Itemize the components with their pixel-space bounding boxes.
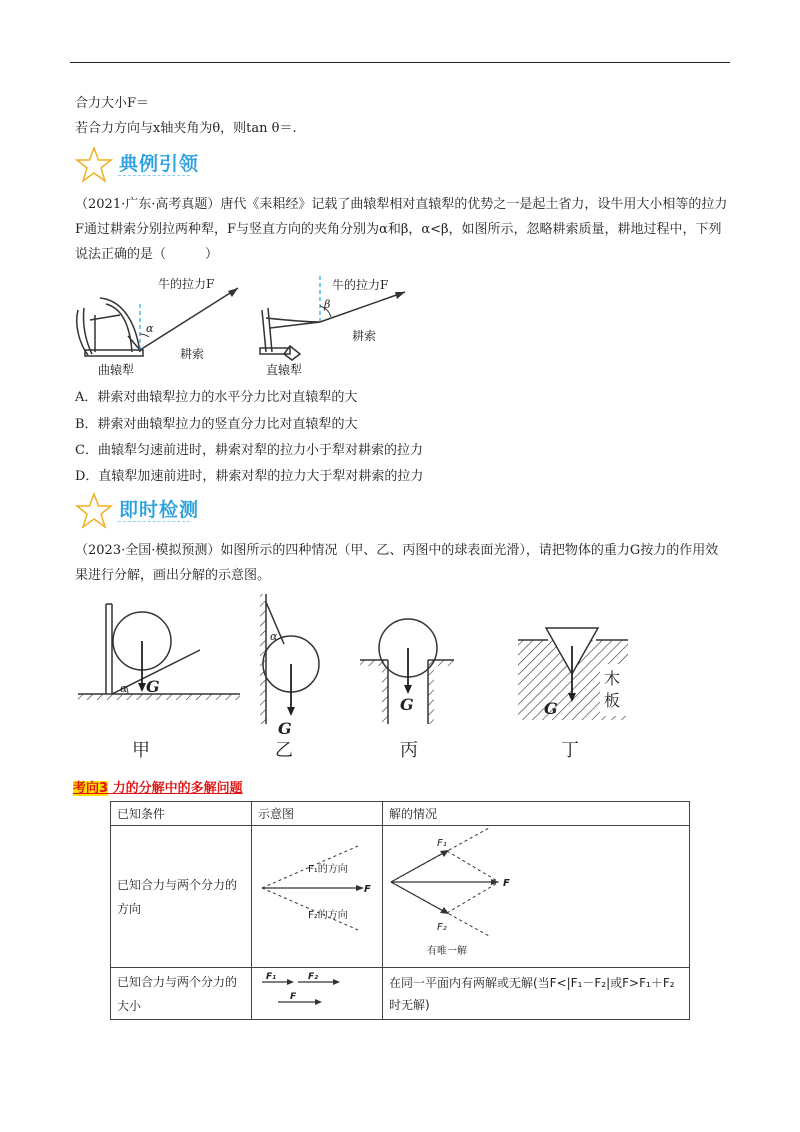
- unique-solution-diagram: [383, 826, 683, 964]
- label-ding: 丁: [561, 740, 579, 761]
- g-label: G: [544, 699, 558, 718]
- label-bing: 丙: [400, 740, 418, 761]
- g-label: G: [146, 677, 160, 696]
- diagram-cell: [252, 968, 383, 1020]
- solution-text-cell: 在同一平面内有两解或无解(当F<|F₁－F₂|或F>F₁＋F₂时无解): [383, 968, 690, 1020]
- f2-label: F₂: [437, 922, 447, 933]
- rope-label-right: 耕索: [352, 329, 377, 343]
- kaoxiang-prefix: 考向3: [73, 781, 109, 796]
- condition-cell: 已知合力与两个分力的方向: [111, 826, 252, 968]
- header-rule: [70, 62, 730, 63]
- table-header: 示意图: [252, 802, 383, 826]
- alpha-label: α: [120, 682, 128, 695]
- beta-label: β: [324, 298, 331, 311]
- figure-ding: [518, 628, 630, 761]
- board-label-2: 板: [604, 691, 621, 710]
- solution-cell: [383, 826, 690, 968]
- caption-curved-plough: 曲辕犁: [98, 363, 135, 377]
- intro-line-1: 合力大小F＝: [75, 96, 150, 111]
- decomposition-table: [110, 801, 690, 1020]
- option-c: C．曲辕犁匀速前进时，耕索对犁的拉力小于犁对耕索的拉力: [75, 443, 423, 458]
- rope-label-left: 耕索: [180, 347, 205, 361]
- star-icon: [74, 492, 114, 530]
- g-label: G: [400, 695, 414, 714]
- option-d: D．直辕犁加速前进时，耕索对犁的拉力大于犁对耕索的拉力: [75, 469, 424, 484]
- figure-yi: [260, 594, 319, 761]
- curved-plough-drawing: [77, 298, 143, 356]
- section-title: 典例引领: [119, 153, 200, 175]
- force-label-right: 牛的拉力F: [332, 278, 389, 292]
- label-jia: 甲: [132, 740, 150, 761]
- section-underline: [118, 521, 190, 522]
- table-row: [111, 826, 690, 968]
- option-b: B．耕索对曲辕犁拉力的竖直分力比对直辕犁的大: [75, 417, 358, 432]
- check-section-header: [72, 492, 232, 532]
- diagram-cell: [252, 826, 383, 968]
- kaoxiang-title: 力的分解中的多解问题: [112, 781, 243, 796]
- option-a: A．耕索对曲辕犁拉力的水平分力比对直辕犁的大: [75, 390, 358, 405]
- star-icon: [74, 146, 114, 184]
- gravity-figures: [70, 588, 650, 770]
- direction-diagram: [252, 826, 382, 964]
- check-question: （2023·全国·模拟预测）如图所示的四种情况（甲、乙、丙图中的球表面光滑），请把物体的重力G按力的作用效果进行分解，画出分解的示意图。: [75, 543, 719, 583]
- table-header: 解的情况: [383, 802, 690, 826]
- board-label-1: 木: [604, 669, 621, 688]
- plough-figure: [70, 270, 430, 382]
- force-label-left: 牛的拉力F: [158, 277, 215, 291]
- caption-straight-plough: 直辕犁: [266, 363, 303, 377]
- kaoxiang-heading: [73, 777, 243, 796]
- magnitude-diagram: [252, 968, 370, 1016]
- alpha-label: α: [146, 322, 154, 335]
- figure-jia: [78, 604, 240, 761]
- example-section-header: [72, 146, 232, 186]
- g-label: G: [278, 719, 292, 738]
- f2-label: F₂: [308, 972, 319, 982]
- straight-plough-drawing: [260, 308, 320, 360]
- unique-solution-note: 有唯一解: [427, 946, 467, 957]
- f-label: F: [364, 884, 371, 895]
- f1-label: F₁: [266, 972, 277, 982]
- alpha-label: α: [270, 630, 278, 643]
- section-title: 即时检测: [119, 499, 200, 521]
- intro-line-2: 若合力方向与x轴夹角为θ，则tan θ＝.: [75, 121, 297, 136]
- f1-direction-label: F₁的方向: [308, 864, 348, 875]
- table-header: 已知条件: [111, 802, 252, 826]
- f1-label: F₁: [437, 838, 447, 849]
- section-underline: [118, 175, 190, 176]
- table-row: [111, 968, 690, 1020]
- table-header-row: [111, 802, 690, 826]
- label-yi: 乙: [275, 740, 293, 761]
- condition-cell: 已知合力与两个分力的大小: [111, 968, 252, 1020]
- example-question: （2021·广东·高考真题）唐代《耒耜经》记载了曲辕犁相对直辕犁的优势之一是起土省力，设牛用大小相等的拉力F通过耕索分别拉两种犁，F与竖直方向的夹角分别为α和β，α<β，如图所示，忽略耕索质量，耕地过程中，下列说法正确的是（ ）: [75, 197, 728, 262]
- f-label: F: [503, 878, 510, 889]
- f2-direction-label: F₂的方向: [308, 910, 348, 921]
- f-label: F: [290, 992, 297, 1002]
- figure-bing: [360, 619, 454, 761]
